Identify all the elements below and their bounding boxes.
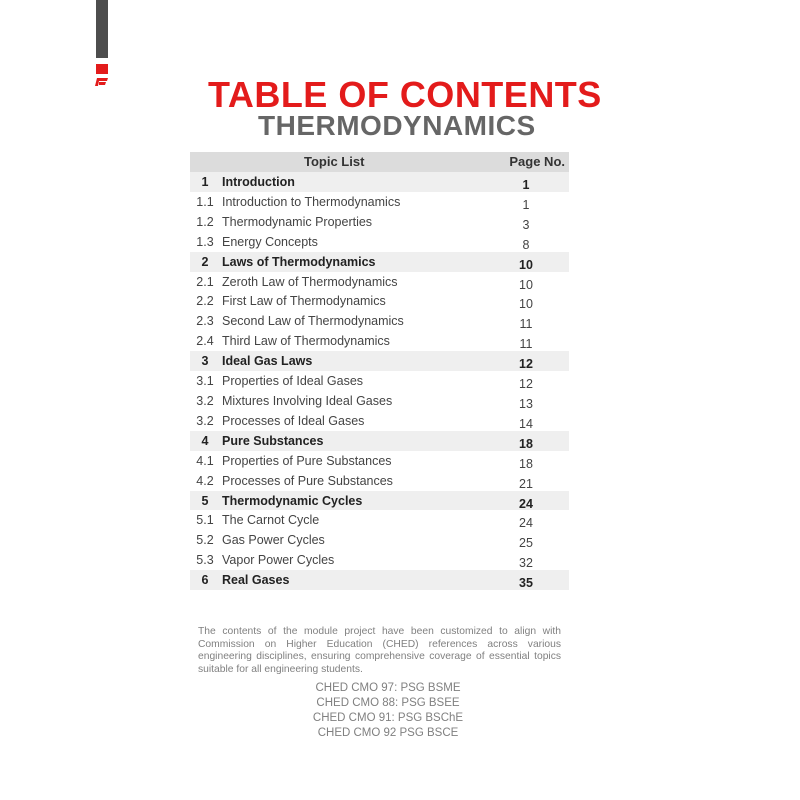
toc-row-number: 1: [201, 175, 209, 189]
toc-row-number: 2.2: [196, 294, 214, 309]
page-title: TABLE OF CONTENTS: [208, 74, 602, 115]
toc-row-number: 2.1: [196, 274, 214, 289]
toc-table: [190, 152, 569, 590]
toc-row-number: 3.2: [196, 413, 214, 428]
toc-subsection-row: [190, 212, 569, 232]
toc-section-row: [190, 172, 569, 192]
toc-row-page: 1: [522, 178, 530, 192]
toc-section-row: [190, 351, 569, 371]
toc-row-number: 2.3: [196, 314, 214, 329]
toc-row-label: Introduction to Thermodynamics: [222, 194, 401, 209]
toc-row-label: Real Gases: [222, 573, 290, 588]
toc-row-number: 2.4: [196, 334, 214, 349]
toc-subsection-row: [190, 192, 569, 212]
side-decor-accent: [96, 64, 108, 74]
toc-row-number: 1.1: [196, 194, 214, 209]
page-subtitle: THERMODYNAMICS: [258, 110, 536, 141]
toc-row-label: Third Law of Thermodynamics: [222, 334, 390, 349]
toc-row-number: 2: [201, 254, 209, 269]
toc-section-row: [190, 491, 569, 511]
toc-row-page: 18: [519, 436, 533, 451]
toc-row-label: Properties of Pure Substances: [222, 453, 392, 468]
toc-subsection-row: [190, 471, 569, 491]
toc-row-label: Introduction: [222, 175, 295, 189]
toc-row-label: Zeroth Law of Thermodynamics: [222, 274, 398, 289]
toc-row-page: 35: [519, 576, 533, 591]
toc-row-number: 4: [201, 433, 209, 448]
toc-row-page: 10: [519, 277, 533, 292]
toc-row-page: 18: [519, 456, 533, 471]
toc-row-label: Properties of Ideal Gases: [222, 374, 364, 389]
toc-row-number: 1.2: [196, 214, 214, 229]
toc-subsection-row: [190, 232, 569, 252]
toc-subsection-row: [190, 411, 569, 431]
toc-section-row: [190, 431, 569, 451]
toc-row-page: 8: [522, 237, 530, 252]
toc-row-label: Thermodynamic Properties: [222, 214, 373, 229]
toc-row-number: 3.1: [196, 374, 214, 389]
toc-row-label: Mixtures Involving Ideal Gases: [222, 393, 393, 408]
toc-row-page: 21: [519, 476, 533, 491]
toc-subsection-row: [190, 371, 569, 391]
toc-row-page: 10: [519, 257, 533, 272]
toc-row-page: 24: [519, 516, 533, 531]
toc-row-page: 10: [519, 297, 533, 312]
toc-row-page: 13: [519, 396, 533, 411]
toc-section-row: [190, 570, 569, 590]
toc-row-number: 4.1: [196, 453, 214, 468]
toc-row-page: 12: [519, 377, 533, 392]
toc-row-label: Energy Concepts: [222, 234, 318, 249]
toc-subsection-row: [190, 272, 569, 292]
toc-row-number: 1.3: [196, 234, 214, 249]
toc-row-number: 3.2: [196, 393, 214, 408]
toc-subsection-row: [190, 331, 569, 351]
toc-subsection-row: [190, 530, 569, 550]
toc-row-page: 32: [519, 556, 533, 571]
toc-row-page: 11: [519, 317, 533, 332]
toc-row-label: Second Law of Thermodynamics: [222, 314, 404, 329]
toc-row-label: Gas Power Cycles: [222, 533, 325, 548]
toc-row-number: 5.1: [196, 513, 214, 528]
header-page-no: Page No.: [509, 154, 565, 169]
toc-row-label: Ideal Gas Laws: [222, 354, 313, 369]
toc-row-number: 6: [201, 573, 209, 588]
toc-subsection-row: [190, 550, 569, 570]
toc-row-label: Processes of Pure Substances: [222, 473, 393, 488]
toc-subsection-row: [190, 291, 569, 311]
ched-note: The contents of the module project have been customized to align with Commission on Higher Education (CHED) references across various engineering disciplines, ensuring comprehensive coverage of essential topics suitable for all engineering students.: [198, 626, 561, 675]
toc-rows: [190, 172, 569, 590]
reference-line: CHED CMO 88: PSG BSEE: [316, 697, 460, 709]
logo-mark-icon: [95, 76, 109, 88]
toc-row-label: Processes of Ideal Gases: [222, 413, 365, 428]
toc-subsection-row: [190, 510, 569, 530]
toc-row-number: 5.2: [196, 533, 214, 548]
toc-subsection-row: [190, 311, 569, 331]
header-topic-list: Topic List: [304, 154, 365, 169]
reference-line: CHED CMO 92 PSG BSCE: [317, 727, 459, 739]
toc-row-number: 3: [201, 354, 209, 369]
toc-section-row: [190, 252, 569, 272]
toc-row-label: Vapor Power Cycles: [222, 553, 335, 568]
toc-row-label: First Law of Thermodynamics: [222, 294, 386, 309]
toc-row-page: 25: [519, 536, 533, 551]
toc-row-label: The Carnot Cycle: [222, 513, 320, 528]
ched-references: [290, 681, 486, 741]
toc-row-page: 12: [519, 357, 533, 372]
toc-row-page: 14: [519, 416, 533, 431]
reference-line: CHED CMO 97: PSG BSME: [315, 682, 461, 694]
toc-row-page: 11: [519, 337, 533, 352]
toc-row-number: 5.3: [196, 553, 214, 568]
toc-row-page: 1: [522, 197, 530, 212]
side-decor-bar: [96, 0, 108, 58]
toc-subsection-row: [190, 451, 569, 471]
toc-row-label: Thermodynamic Cycles: [222, 493, 363, 508]
toc-row-number: 4.2: [196, 473, 214, 488]
toc-subsection-row: [190, 391, 569, 411]
toc-row-label: Pure Substances: [222, 433, 324, 448]
reference-line: CHED CMO 91: PSG BSChE: [312, 712, 464, 724]
toc-header: [190, 152, 569, 172]
toc-row-label: Laws of Thermodynamics: [222, 254, 376, 269]
toc-row-page: 3: [522, 217, 530, 232]
toc-row-number: 5: [201, 493, 209, 508]
toc-row-page: 24: [519, 496, 533, 511]
